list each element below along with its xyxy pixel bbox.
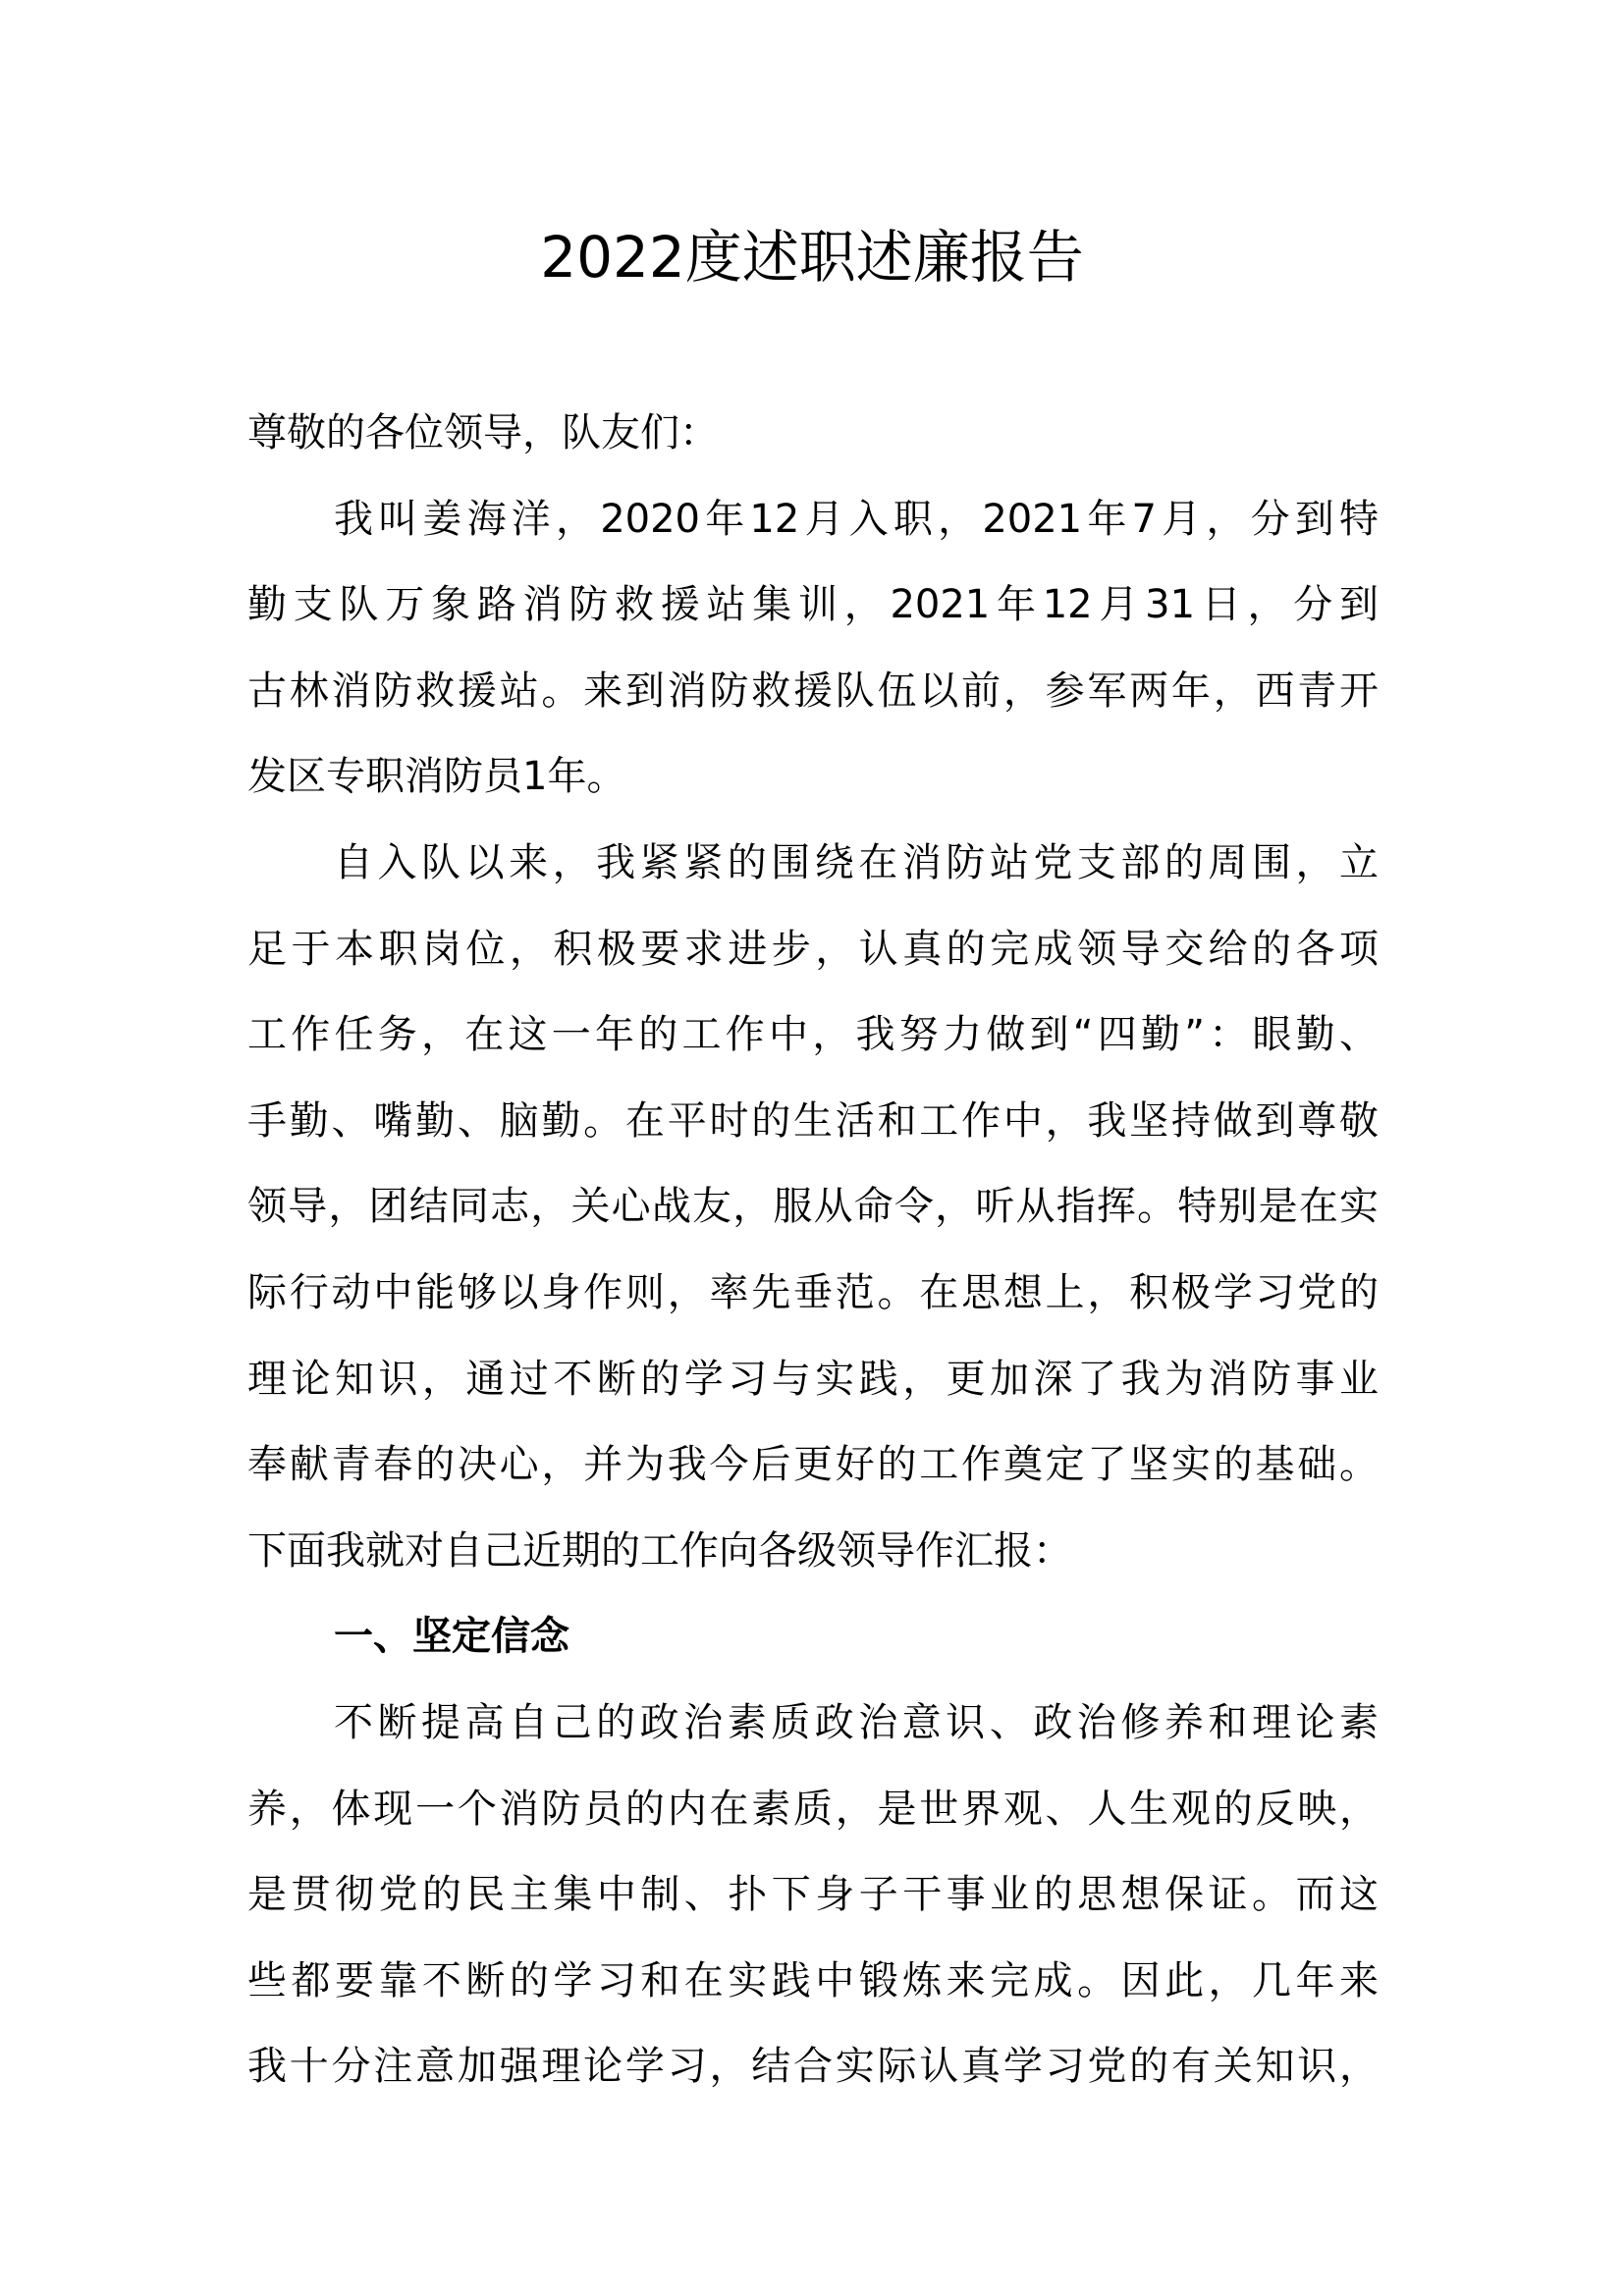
text-line: 我叫姜海洋，2020年12月入职，2021年7月，分到特 — [334, 496, 1379, 542]
text-line: 自入队以来，我紧紧的围绕在消防站党支部的周围，立 — [334, 839, 1379, 885]
text-line: 是贯彻党的民主集中制、扑下身子干事业的思想保证。而这 — [247, 1872, 1379, 1918]
text-line: 些都要靠不断的学习和在实践中锻炼来完成。因此，几年来 — [247, 1957, 1379, 2003]
document-body — [247, 400, 1379, 2120]
text-line: 奉献青春的决心，并为我今后更好的工作奠定了坚实的基础。 — [247, 1442, 1379, 1488]
text-line: 手勤、嘴勤、脑勤。在平时的生活和工作中，我坚持做到尊敬 — [247, 1097, 1379, 1144]
text-line: 工作任务，在这一年的工作中，我努力做到“四勤”：眼勤、 — [247, 1012, 1379, 1058]
text-line: 古林消防救援站。来到消防救援队伍以前，参军两年，西青开 — [247, 667, 1379, 714]
text-line: 领导，团结同志，关心战友，服从命令，听从指挥。特别是在实 — [247, 1184, 1379, 1230]
text-line: 养，体现一个消防员的内在素质，是世界观、人生观的反映， — [247, 1786, 1379, 1832]
text-line: 尊敬的各位领导，队友们： — [247, 410, 719, 455]
text-line: 足于本职岗位，积极要求进步，认真的完成领导交给的各项 — [247, 926, 1379, 972]
text-line: 我十分注意加强理论学习，结合实际认真学习党的有关知识， — [247, 2044, 1379, 2090]
text-line: 理论知识，通过不断的学习与实践，更加深了我为消防事业 — [247, 1356, 1379, 1402]
text-line: 发区专职消防员1年。 — [247, 754, 626, 800]
text-line: 不断提高自己的政治素质政治意识、政治修养和理论素 — [334, 1699, 1379, 1745]
document-title: 2022度述职述廉报告 — [540, 224, 1084, 291]
text-line: 下面我就对自己近期的工作向各级领导作汇报： — [247, 1527, 1072, 1574]
text-line: 勤支队万象路消防救援站集训，2021年12月31日，分到 — [247, 582, 1379, 628]
text-line: 际行动中能够以身作则，率先垂范。在思想上，积极学习党的 — [247, 1269, 1379, 1315]
section-heading: 一、坚定信念 — [334, 1614, 569, 1660]
